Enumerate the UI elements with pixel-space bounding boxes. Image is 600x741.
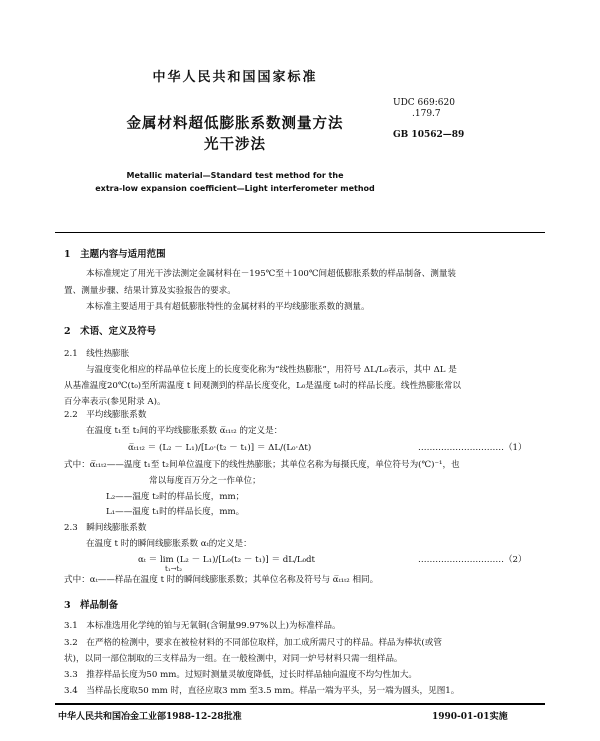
section-3-2-line-2: 状)，以同一部位制取的三支样品为一组。在一般检测中，对同一炉号材料只需一组样品。 bbox=[64, 654, 403, 664]
udc-line-1: UDC 669:620 bbox=[393, 98, 455, 108]
where-1-line-4: L₁——温度 t₁时的样品长度，mm。 bbox=[106, 507, 245, 517]
section-2-3-intro: 在温度 t 时的瞬间线膨胀系数 αₜ的定义是： bbox=[86, 539, 252, 549]
section-2-heading: 2 术语、定义及符号 bbox=[64, 326, 157, 337]
doc-title-line-1: 金属材料超低膨胀系数测量方法 bbox=[126, 115, 344, 132]
equation-1: α̅ₜ₁ₜ₂ ＝ (L₂ － L₁)/[L₀·(t₂ － t₁)] ＝ ΔL/(L₀·Δt) bbox=[128, 443, 312, 453]
approval-line: 中华人民共和国冶金工业部1988-12-28批准 bbox=[58, 712, 242, 722]
section-3-heading: 3 样品制备 bbox=[64, 600, 119, 611]
doc-title-line-2: 光干涉法 bbox=[204, 136, 266, 153]
header-rule bbox=[55, 232, 545, 233]
section-2-2-heading: 2.2 平均线膨胀系数 bbox=[64, 410, 147, 420]
section-3-1: 3.1 本标准选用化学纯的铂与无氧铜(含铜量99.97%以上)为标准样品。 bbox=[64, 621, 341, 631]
where-1-line-3: L₂——温度 t₂时的样品长度，mm； bbox=[106, 492, 245, 502]
english-title-line-2: extra-low expansion coefficient—Light interferometer method bbox=[95, 184, 375, 193]
equation-2-limit: t₁→t₂ bbox=[165, 565, 183, 573]
effective-date: 1990-01-01实施 bbox=[432, 712, 508, 722]
footer-rule bbox=[55, 703, 545, 705]
section-2-1-line-2: 从基准温度20℃(t₀)至所需温度 t 间观测到的样品长度变化，L₀是温度 t₀时的样品长度。线性热膨胀常以 bbox=[64, 381, 462, 391]
section-1-para-2: 本标准主要适用于具有超低膨胀特性的金属材料的平均线膨胀系数的测量。 bbox=[86, 302, 370, 312]
section-3-2-line-1: 3.2 在严格的检测中，要求在被检材料的不同部位取样，加工成所需尺寸的样品。样品为棒状(或管 bbox=[64, 638, 442, 648]
udc-line-2: .179.7 bbox=[412, 109, 441, 119]
equation-2: αₜ ＝ lim (L₂ － L₁)/[L₀(t₂ － t₁)] ＝ dL/L₀dt bbox=[138, 555, 316, 565]
standard-name: 中华人民共和国国家标准 bbox=[152, 70, 318, 85]
equation-1-number: …………………………（1） bbox=[418, 443, 527, 453]
section-3-3: 3.3 推荐样品长度为50 mm。过短时测量灵敏度降低，过长时样品轴向温度不均匀性加大。 bbox=[64, 670, 418, 680]
section-1-para-1-line-2: 置、测量步骤、结果计算及实验报告的要求。 bbox=[64, 286, 236, 296]
section-2-1-line-3: 百分率表示(参见附录 A)。 bbox=[64, 397, 166, 407]
gb-number: GB 10562—89 bbox=[393, 130, 465, 140]
section-2-3-heading: 2.3 瞬间线膨胀系数 bbox=[64, 523, 147, 533]
where-1-line-2: 常以每度百万分之一作单位； bbox=[149, 476, 261, 486]
section-2-1-heading: 2.1 线性热膨胀 bbox=[64, 349, 130, 359]
section-3-4: 3.4 当样品长度取50 mm 时，直径应取3 mm 至3.5 mm。样品一端为平头，另一端为圆头，见图1。 bbox=[64, 686, 460, 696]
where-1-line-1: 式中：α̅ₜ₁ₜ₂——温度 t₁至 t₂间单位温度下的线性热膨胀；其单位名称为每摄氏度，单位符号为(℃)⁻¹，也 bbox=[64, 460, 460, 470]
section-1-heading: 1 主题内容与适用范围 bbox=[64, 249, 166, 260]
equation-2-number: …………………………（2） bbox=[418, 555, 527, 565]
section-1-para-1-line-1: 本标准规定了用光干涉法测定金属材料在－195℃至＋100℃间超低膨胀系数的样品制备、测量装 bbox=[86, 269, 457, 279]
section-2-1-line-1: 与温度变化相应的样品单位长度上的长度变化称为“线性热膨胀”，用符号 ΔL/L₀表示，其中 ΔL 是 bbox=[86, 365, 457, 375]
where-2: 式中：αₜ——样品在温度 t 时的瞬间线膨胀系数；其单位名称及符号与 α̅ₜ₁ₜ₂ 相同。 bbox=[64, 575, 379, 585]
section-2-2-intro: 在温度 t₁至 t₂间的平均线膨胀系数 α̅ₜ₁ₜ₂ 的定义是： bbox=[86, 426, 283, 436]
english-title-line-1: Metallic material—Standard test method for the bbox=[126, 171, 344, 180]
